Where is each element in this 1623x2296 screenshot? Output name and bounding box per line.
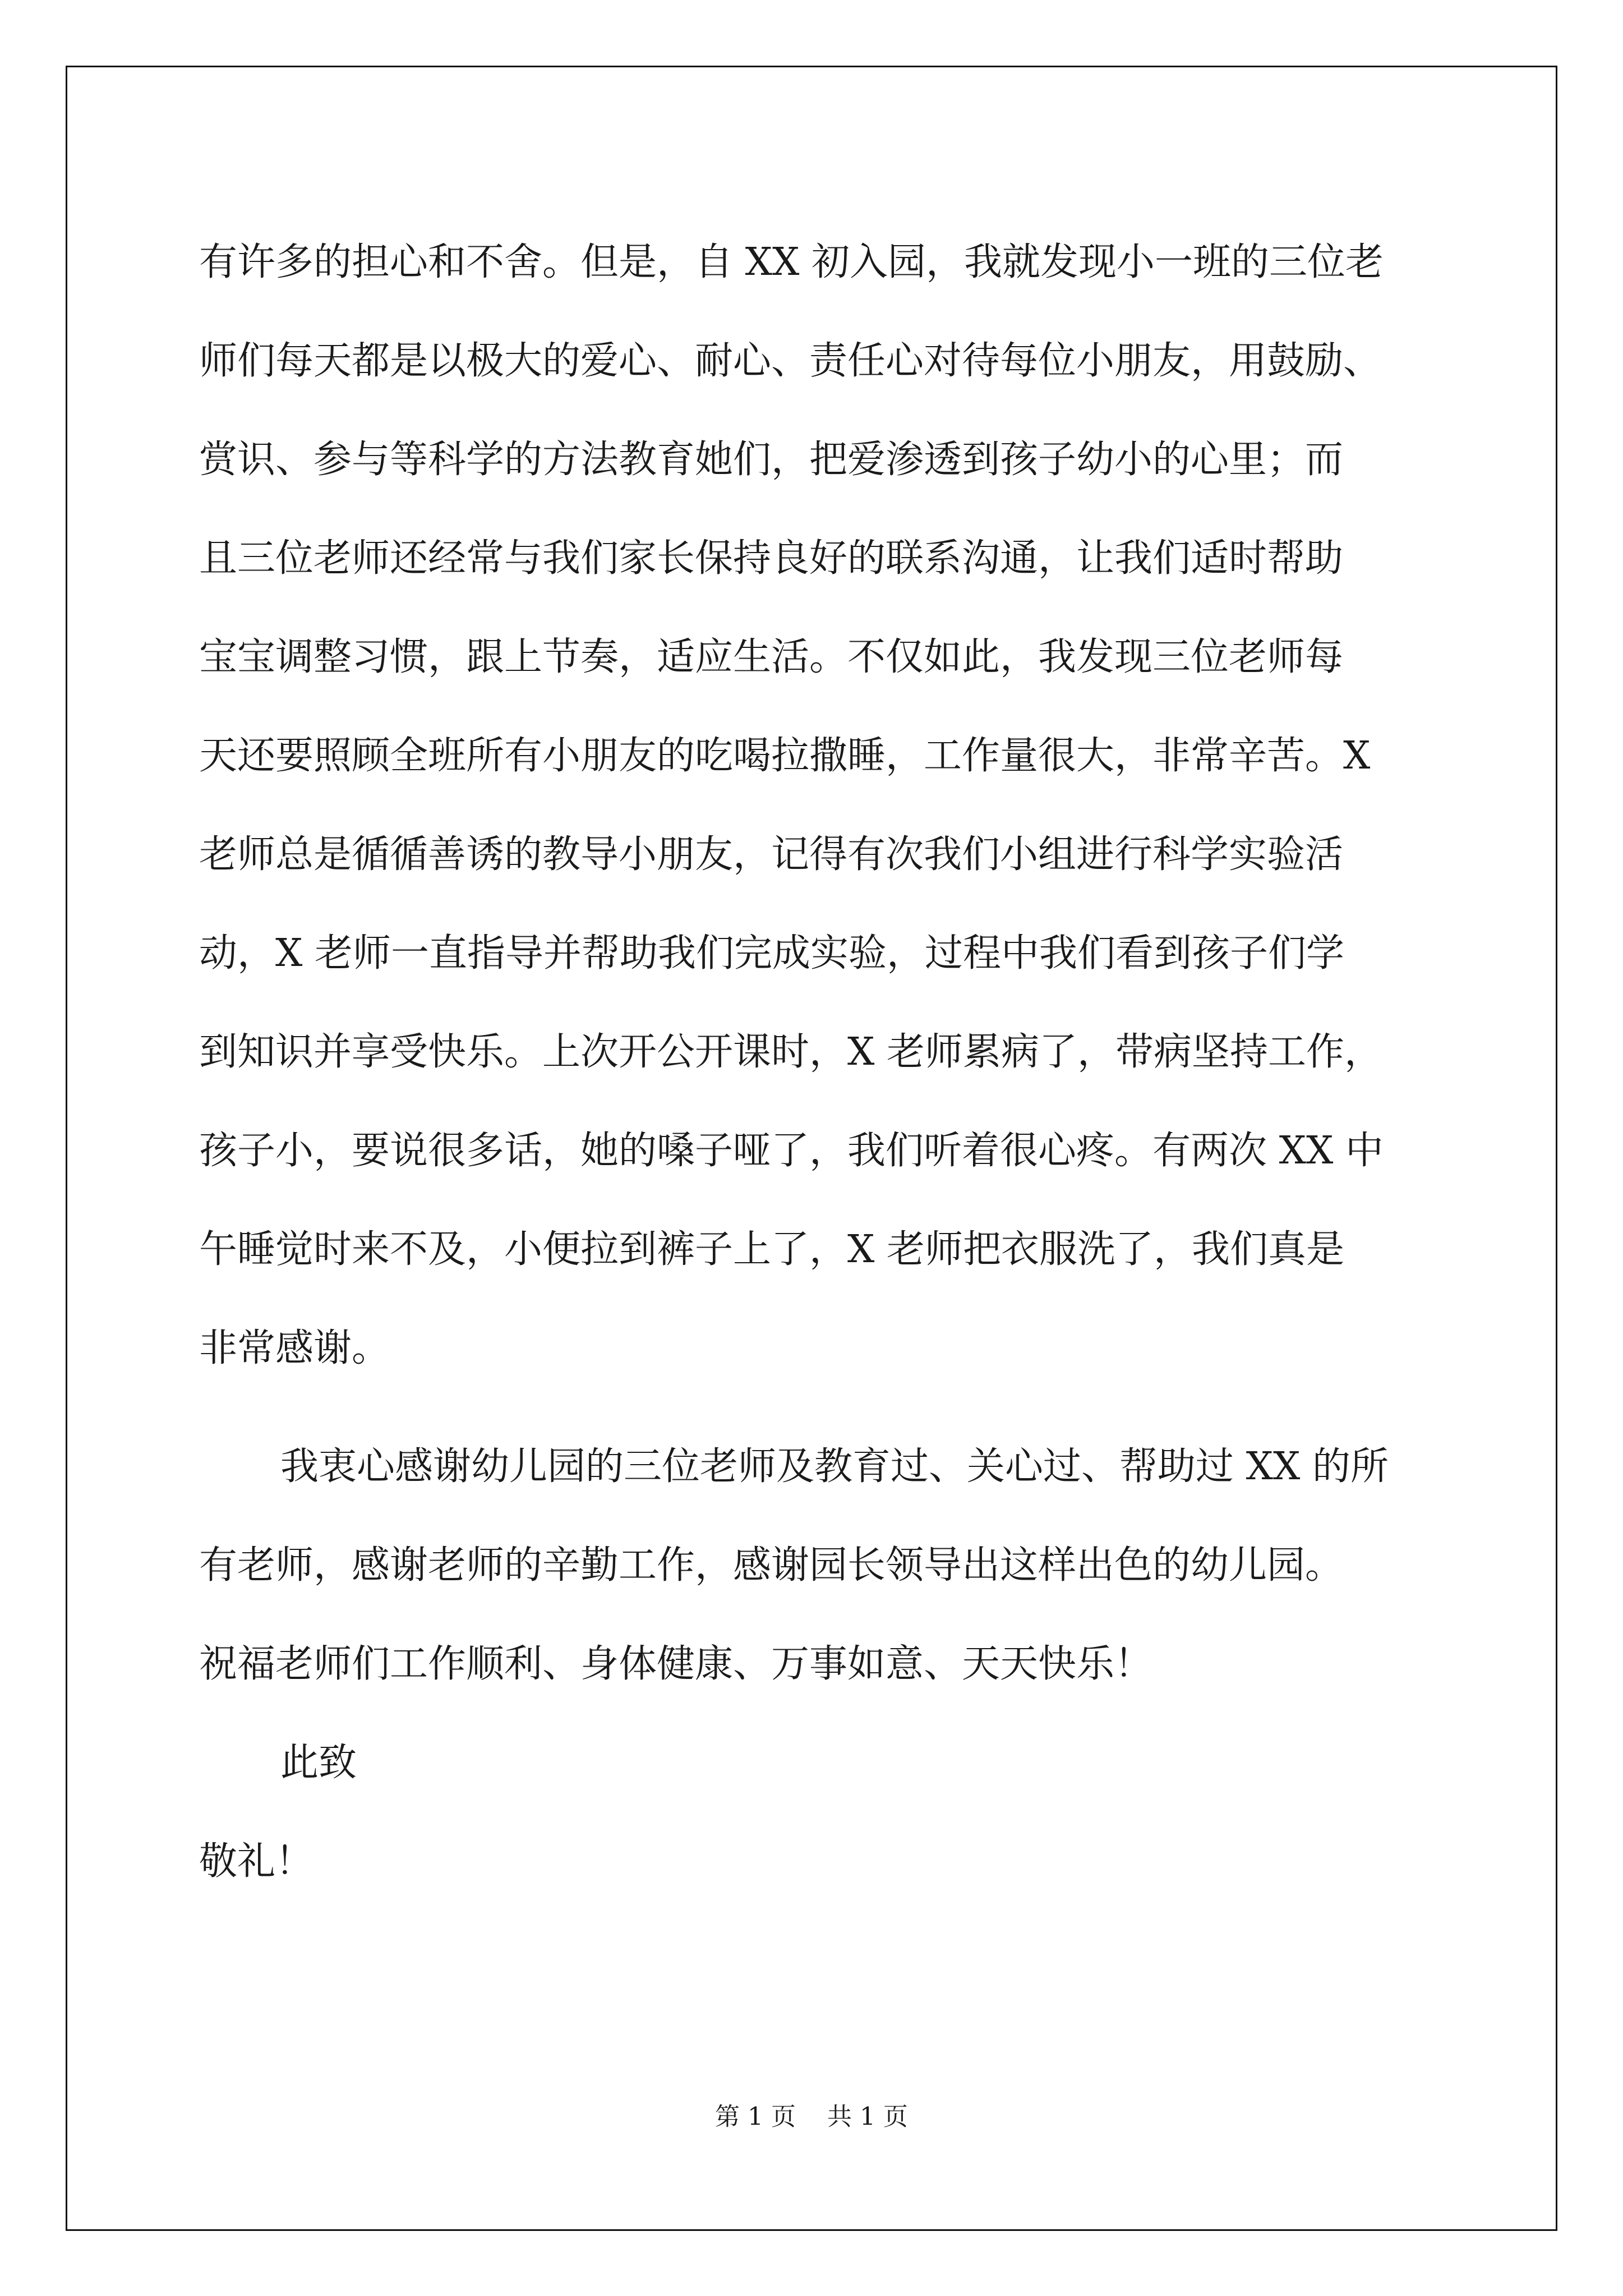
body-line: 有许多的担心和不舍。但是，自 XX 初入园，我就发现小一班的三位老 xyxy=(199,240,1384,284)
body-line: 天还要照顾全班所有小朋友的吃喝拉撒睡，工作量很大，非常辛苦。X xyxy=(199,734,1371,778)
body-line: 老师总是循循善诱的教导小朋友，记得有次我们小组进行科学实验活 xyxy=(199,832,1344,877)
closing-regards: 敬礼！ xyxy=(199,1839,314,1884)
body-line: 师们每天都是以极大的爱心、耐心、责任心对待每位小朋友，用鼓励、 xyxy=(199,339,1382,383)
body-line: 动，X 老师一直指导并帮助我们完成实验，过程中我们看到孩子们学 xyxy=(199,931,1345,976)
letter-body xyxy=(199,213,1433,1911)
body-line: 午睡觉时来不及，小便拉到裤子上了，X 老师把衣服洗了，我们真是 xyxy=(199,1227,1345,1272)
page-footer: 第 1 页 共 1 页 xyxy=(715,2102,908,2131)
thanks-line: 我衷心感谢幼儿园的三位老师及教育过、关心过、帮助过 XX 的所 xyxy=(280,1444,1389,1489)
body-line: 孩子小，要说很多话，她的嗓子哑了，我们听着很心疼。有两次 XX 中 xyxy=(199,1129,1384,1173)
body-line: 非常感谢。 xyxy=(199,1326,390,1370)
thanks-line: 祝福老师们工作顺利、身体健康、万事如意、天天快乐！ xyxy=(199,1642,1153,1686)
body-line: 到知识并享受快乐。上次开公开课时，X 老师累病了，带病坚持工作， xyxy=(199,1030,1383,1074)
paragraph-gap xyxy=(199,1398,1433,1418)
body-line: 且三位老师还经常与我们家长保持良好的联系沟通，让我们适时帮助 xyxy=(199,536,1344,581)
body-line: 宝宝调整习惯，跟上节奏，适应生活。不仅如此，我发现三位老师每 xyxy=(199,635,1344,679)
thanks-line: 有老师，感谢老师的辛勤工作，感谢园长领导出这样出色的幼儿园。 xyxy=(199,1543,1344,1588)
closing-salutation: 此致 xyxy=(280,1741,357,1785)
body-line: 赏识、参与等科学的方法教育她们，把爱渗透到孩子幼小的心里；而 xyxy=(199,438,1344,482)
